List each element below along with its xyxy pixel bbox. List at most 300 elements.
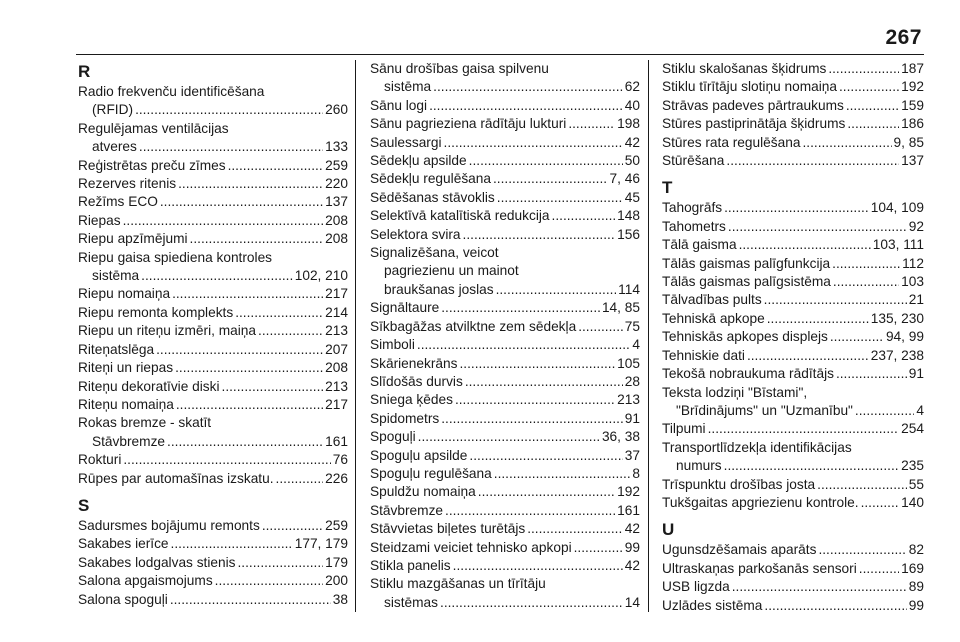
index-column-1 — [78, 60, 348, 609]
page-reference: 200 — [325, 573, 348, 589]
entry-term: Tālvadības pults — [662, 292, 762, 308]
entry-term: Radio frekvenču identificēšana — [78, 84, 265, 99]
index-entry — [370, 465, 640, 483]
entry-term: Selektīvā katalītiskā redukcija — [370, 208, 550, 224]
page-reference: 28 — [624, 373, 640, 389]
dot-leader — [178, 175, 323, 193]
dot-leader — [228, 157, 324, 175]
index-entry — [78, 517, 348, 535]
entry-term: Saulessargi — [370, 134, 442, 150]
index-entry — [662, 578, 924, 596]
entry-term: Uzlādes sistēma — [662, 597, 763, 613]
page-reference: 4 — [632, 337, 640, 353]
entry-term: Transportlīdzekļa identifikācijas — [662, 439, 852, 455]
entry-term: Riteņu dekoratīvie diski — [78, 378, 220, 394]
dot-leader — [429, 97, 623, 115]
dot-leader — [836, 365, 907, 383]
entry-term: (RFID) — [92, 102, 134, 118]
entry-term: sistēma — [384, 79, 432, 95]
entry-term: Tekošā nobraukuma rādītājs — [662, 366, 834, 382]
entry-term: Stāvvietas biļetes turētājs — [370, 521, 526, 537]
index-entry — [662, 560, 924, 578]
page-reference: 208 — [325, 360, 348, 376]
dot-leader — [574, 539, 623, 557]
entry-term: USB ligzda — [662, 579, 730, 595]
page-reference: 148 — [617, 208, 640, 224]
entry-term: Reģistrētas preču zīmes — [78, 157, 226, 173]
index-column-3 — [662, 60, 924, 615]
entry-term: sistēma — [92, 268, 140, 284]
dot-leader — [847, 115, 899, 133]
page-reference: 14 — [624, 594, 640, 610]
page-reference: 45 — [624, 189, 640, 205]
index-entry — [78, 193, 348, 211]
page-reference: 213 — [617, 392, 640, 408]
dot-leader — [463, 226, 616, 244]
entry-term: Riepu nomaiņa — [78, 286, 171, 302]
dot-leader — [817, 476, 907, 494]
index-entry — [78, 341, 348, 359]
page-reference: 40 — [624, 97, 640, 113]
page-reference: 156 — [617, 226, 640, 242]
index-entry — [370, 189, 640, 207]
dot-leader — [496, 281, 617, 299]
dot-leader — [552, 207, 616, 225]
entry-term: Signalizēšana, veicot — [370, 245, 499, 261]
index-entry — [662, 152, 924, 170]
page-reference: 91 — [624, 410, 640, 426]
dot-leader — [839, 78, 899, 96]
index-entry — [370, 97, 640, 115]
page-reference: 36, 38 — [601, 429, 640, 445]
dot-leader — [708, 420, 900, 438]
page-reference: 102, 210 — [294, 268, 348, 284]
page-number: 267 — [885, 26, 922, 49]
index-entry — [78, 322, 348, 340]
page-reference: 55 — [908, 476, 924, 492]
index-entry — [370, 520, 640, 538]
entry-term: Rokas bremze - skatīt — [78, 415, 212, 431]
page-reference: 105 — [617, 355, 640, 371]
entry-term: Simboli — [370, 337, 415, 353]
index-entry — [370, 152, 640, 170]
page-reference: 192 — [901, 79, 924, 95]
index-entry — [662, 597, 924, 615]
section-letter: S — [78, 495, 90, 515]
index-entry — [78, 451, 348, 469]
page-reference: 169 — [901, 560, 924, 576]
page-reference: 14, 85 — [601, 300, 640, 316]
dot-leader — [139, 138, 323, 156]
entry-term: Salona spoguļi — [78, 591, 168, 607]
dot-leader — [493, 170, 608, 188]
page-reference: 198 — [617, 116, 640, 132]
index-entry — [662, 78, 924, 96]
page-reference: 94, 99 — [885, 329, 924, 345]
index-entry — [370, 134, 640, 152]
entry-term: Trīspunktu drošības josta — [662, 476, 816, 492]
index-entry — [370, 557, 640, 575]
entry-term: Stiklu mazgāšanas un tīrītāju — [370, 576, 546, 592]
index-entry — [370, 410, 640, 428]
dot-leader — [846, 97, 899, 115]
page-reference: 4 — [916, 402, 924, 418]
dot-leader — [235, 304, 323, 322]
page-reference: 114 — [618, 281, 640, 297]
page-reference: 140 — [901, 494, 924, 510]
entry-term: Rūpes par automašīnas izskatu. — [78, 470, 274, 486]
dot-leader — [167, 433, 323, 451]
dot-leader — [175, 359, 323, 377]
entry-term: Stūres rata regulēšana — [662, 134, 801, 150]
entry-term: Selektora svira — [370, 226, 461, 242]
dot-leader — [478, 483, 615, 501]
page-reference: 38 — [332, 591, 348, 607]
entry-term: Riepu remonta komplekts — [78, 304, 234, 320]
index-entry — [78, 120, 348, 157]
dot-leader — [802, 134, 891, 152]
entry-term: Sēdēšanas stāvoklis — [370, 189, 495, 205]
entry-term: Spidometrs — [370, 410, 440, 426]
header-rule — [76, 54, 924, 55]
entry-term: Slīdošās durvis — [370, 373, 463, 389]
entry-term: Tālās gaismas palīgsistēma — [662, 274, 831, 290]
dot-leader — [828, 60, 899, 78]
entry-term: Tukšgaitas apgriezienu kontrole. — [662, 494, 859, 510]
dot-leader — [832, 255, 900, 273]
entry-term: Tehniskās apkopes displejs — [662, 329, 828, 345]
entry-term: Stāvbremze — [370, 502, 444, 518]
entry-term: pagriezienu un mainot — [384, 263, 519, 279]
page-reference: 254 — [901, 421, 924, 437]
dot-leader — [764, 291, 907, 309]
dot-leader — [418, 428, 600, 446]
entry-term: Tehniskie dati — [662, 347, 745, 363]
page-reference: 217 — [325, 396, 348, 412]
dot-leader — [861, 494, 900, 512]
page-reference: 104, 109 — [870, 200, 924, 216]
dot-leader — [215, 572, 323, 590]
page-reference: 161 — [617, 502, 640, 518]
page-reference: 21 — [908, 292, 924, 308]
page-reference: 137 — [901, 153, 924, 169]
page-reference: 161 — [325, 433, 348, 449]
page-reference: 103, 111 — [872, 237, 924, 253]
entry-term: Tilpumi — [662, 421, 706, 437]
index-entry — [370, 355, 640, 373]
entry-term: Stikla panelis — [370, 557, 451, 573]
index-entry — [370, 207, 640, 225]
dot-leader — [441, 410, 623, 428]
page-reference: 237, 238 — [870, 347, 924, 363]
index-entry — [78, 470, 348, 488]
index-entry — [370, 244, 640, 299]
page-reference: 62 — [624, 79, 640, 95]
page-reference: 260 — [325, 102, 348, 118]
index-entry — [370, 336, 640, 354]
entry-term: "Brīdinājums" un "Uzmanību" — [676, 402, 853, 418]
entry-term: Sakabes lodgalvas stienis — [78, 554, 236, 570]
index-entry — [662, 384, 924, 421]
entry-term: braukšanas joslas — [384, 281, 494, 297]
dot-leader — [859, 560, 899, 578]
index-entry — [78, 83, 348, 120]
entry-term: Sadursmes bojājumu remonts — [78, 517, 260, 533]
entry-term: Tehniskā apkope — [662, 310, 765, 326]
page-reference: 217 — [325, 286, 348, 302]
index-entry — [662, 420, 924, 438]
page-reference: 99 — [908, 597, 924, 613]
index-entry — [662, 134, 924, 152]
dot-leader — [724, 457, 900, 475]
index-entry — [662, 476, 924, 494]
dot-leader — [135, 101, 323, 119]
entry-term: sistēmas — [384, 594, 439, 610]
entry-term: Sānu logi — [370, 97, 428, 113]
page-reference: 259 — [325, 517, 348, 533]
entry-term: Režīms ECO — [78, 194, 158, 210]
page-reference: 42 — [624, 557, 640, 573]
dot-leader — [417, 336, 630, 354]
entry-term: Sīkbagāžas atvilktne zem sēdekļa — [370, 318, 577, 334]
index-entry — [370, 428, 640, 446]
index-entry — [662, 218, 924, 236]
index-entry — [78, 554, 348, 572]
index-entry — [370, 299, 640, 317]
index-entry — [370, 575, 640, 612]
page-reference: 89 — [908, 579, 924, 595]
index-entry — [662, 439, 924, 476]
page-reference: 208 — [325, 212, 348, 228]
index-entry — [78, 414, 348, 451]
page-reference: 7, 46 — [609, 171, 640, 187]
dot-leader — [527, 520, 623, 538]
dot-leader — [190, 230, 324, 248]
page-reference: 9, 85 — [893, 134, 924, 150]
dot-leader — [160, 193, 323, 211]
dot-leader — [764, 597, 906, 615]
page-reference: 179 — [325, 554, 348, 570]
entry-term: Salona apgaismojums — [78, 573, 213, 589]
dot-leader — [141, 267, 293, 285]
dot-leader — [455, 391, 615, 409]
entry-term: numurs — [676, 458, 722, 474]
page-reference: 207 — [325, 341, 348, 357]
dot-leader — [732, 578, 907, 596]
entry-term: Spuldžu nomaiņa — [370, 484, 476, 500]
dot-leader — [238, 554, 324, 572]
entry-term: Tālās gaismas palīgfunkcija — [662, 255, 831, 271]
index-entry — [662, 541, 924, 559]
dot-leader — [460, 355, 616, 373]
index-entry — [78, 157, 348, 175]
index-entry — [78, 285, 348, 303]
page-reference: 137 — [325, 194, 348, 210]
index-entry — [370, 502, 640, 520]
index-entry — [78, 572, 348, 590]
page-reference: 50 — [624, 153, 640, 169]
dot-leader — [469, 152, 623, 170]
index-entry — [370, 226, 640, 244]
page-reference: 214 — [325, 304, 348, 320]
dot-leader — [123, 451, 330, 469]
section-letter: R — [78, 62, 91, 81]
index-entry — [370, 115, 640, 133]
page-reference: 37 — [624, 447, 640, 463]
entry-term: Riepas — [78, 212, 121, 228]
page-reference: 220 — [325, 176, 348, 192]
entry-term: Stūrēšana — [662, 153, 725, 169]
index-entry — [662, 291, 924, 309]
index-entry — [662, 310, 924, 328]
index-entry — [662, 365, 924, 383]
entry-term: Ultraskaņas parkošanās sensori — [662, 560, 857, 576]
dot-leader — [258, 322, 323, 340]
entry-term: Tahogrāfs — [662, 200, 723, 216]
dot-leader — [830, 328, 884, 346]
column-divider — [355, 60, 356, 612]
index-entry — [370, 373, 640, 391]
dot-leader — [833, 273, 899, 291]
entry-term: Stiklu tīrītāju slotiņu nomaiņa — [662, 79, 837, 95]
entry-term: Sniega ķēdes — [370, 392, 453, 408]
index-entry — [370, 483, 640, 501]
index-entry — [78, 230, 348, 248]
page-reference: 159 — [901, 97, 924, 113]
page-reference: 76 — [332, 452, 348, 468]
section-letter: T — [662, 178, 673, 198]
page-reference: 103 — [901, 274, 924, 290]
entry-term: Rokturi — [78, 452, 122, 468]
entry-term: Strāvas padeves pārtraukums — [662, 97, 844, 113]
page-reference: 135, 230 — [870, 310, 924, 326]
dot-leader — [176, 396, 323, 414]
dot-leader — [767, 310, 869, 328]
entry-term: Signāltaure — [370, 300, 440, 316]
dot-leader — [726, 152, 899, 170]
index-entry — [662, 97, 924, 115]
entry-term: Spoguļu apsilde — [370, 447, 468, 463]
index-entry — [78, 378, 348, 396]
dot-leader — [123, 212, 324, 230]
page-reference: 259 — [325, 157, 348, 173]
dot-leader — [172, 285, 323, 303]
entry-term: atveres — [92, 139, 137, 155]
dot-leader — [156, 341, 323, 359]
index-entry — [78, 359, 348, 377]
dot-leader — [739, 236, 871, 254]
page-reference: 213 — [325, 323, 348, 339]
index-entry — [662, 255, 924, 273]
page-reference: 112 — [902, 255, 924, 271]
dot-leader — [728, 218, 907, 236]
page-reference: 192 — [617, 484, 640, 500]
index-entry — [662, 236, 924, 254]
entry-term: Riteņi un riepas — [78, 360, 174, 376]
entry-term: Stiklu skalošanas šķidrums — [662, 61, 827, 76]
entry-term: Rezerves ritenis — [78, 176, 177, 192]
dot-leader — [444, 134, 623, 152]
entry-term: Sēdekļu regulēšana — [370, 171, 491, 187]
dot-leader — [433, 78, 623, 96]
dot-leader — [747, 347, 869, 365]
index-entry — [370, 391, 640, 409]
page-reference: 186 — [901, 116, 924, 132]
entry-term: Riteņatslēga — [78, 341, 155, 357]
dot-leader — [440, 594, 623, 612]
section-letter: U — [662, 520, 675, 540]
dot-leader — [494, 465, 631, 483]
entry-term: Skārienekrāns — [370, 355, 458, 371]
index-entry — [370, 539, 640, 557]
entry-term: Spoguļi — [370, 429, 416, 445]
page-reference: 213 — [325, 378, 348, 394]
entry-term: Riepu gaisa spiediena kontroles — [78, 249, 273, 265]
entry-term: Sānu pagrieziena rādītāju lukturi — [370, 116, 567, 132]
dot-leader — [170, 591, 331, 609]
page-reference: 75 — [624, 318, 640, 334]
index-entry — [662, 347, 924, 365]
entry-term: Riepu apzīmējumi — [78, 231, 188, 247]
entry-term: Ugunsdzēšamais aparāts — [662, 542, 817, 558]
entry-term: Tālā gaisma — [662, 237, 737, 253]
entry-term: Steidzami veiciet tehnisko apkopi — [370, 539, 572, 555]
index-entry — [78, 304, 348, 322]
dot-leader — [724, 199, 869, 217]
entry-term: Sānu drošības gaisa spilvenu — [370, 61, 549, 76]
index-entry — [662, 199, 924, 217]
index-entry — [370, 318, 640, 336]
entry-term: Riteņu nomaiņa — [78, 396, 174, 412]
entry-term: Stūres pastiprinātāja šķidrums — [662, 116, 846, 132]
page-reference: 92 — [908, 218, 924, 234]
dot-leader — [453, 557, 623, 575]
index-entry — [78, 396, 348, 414]
index-entry — [662, 494, 924, 512]
dot-leader — [469, 447, 622, 465]
page-reference: 177, 179 — [294, 536, 348, 552]
index-entry — [78, 212, 348, 230]
dot-leader — [441, 299, 600, 317]
page-reference: 8 — [632, 465, 640, 481]
page-reference: 91 — [908, 366, 924, 382]
dot-leader — [445, 502, 615, 520]
page-reference: 235 — [901, 458, 924, 474]
entry-term: Riepu un riteņu izmēri, maiņa — [78, 323, 257, 339]
dot-leader — [465, 373, 623, 391]
entry-term: Tahometrs — [662, 218, 726, 234]
index-entry — [78, 535, 348, 553]
dot-leader — [818, 541, 906, 559]
page-reference: 187 — [901, 61, 924, 76]
entry-term: Teksta lodziņi "Bīstami", — [662, 384, 808, 400]
page-reference: 42 — [624, 134, 640, 150]
dot-leader — [171, 535, 293, 553]
index-column-2 — [370, 60, 640, 612]
page-reference: 133 — [325, 139, 348, 155]
dot-leader — [497, 189, 623, 207]
page-reference: 99 — [624, 539, 640, 555]
index-entry — [370, 447, 640, 465]
page-reference: 226 — [325, 470, 348, 486]
index-entry — [78, 591, 348, 609]
entry-term: Stāvbremze — [92, 433, 166, 449]
dot-leader — [276, 470, 324, 488]
index-entry — [662, 328, 924, 346]
dot-leader — [222, 378, 324, 396]
entry-term: Regulējamas ventilācijas — [78, 120, 229, 136]
index-entry — [78, 249, 348, 286]
